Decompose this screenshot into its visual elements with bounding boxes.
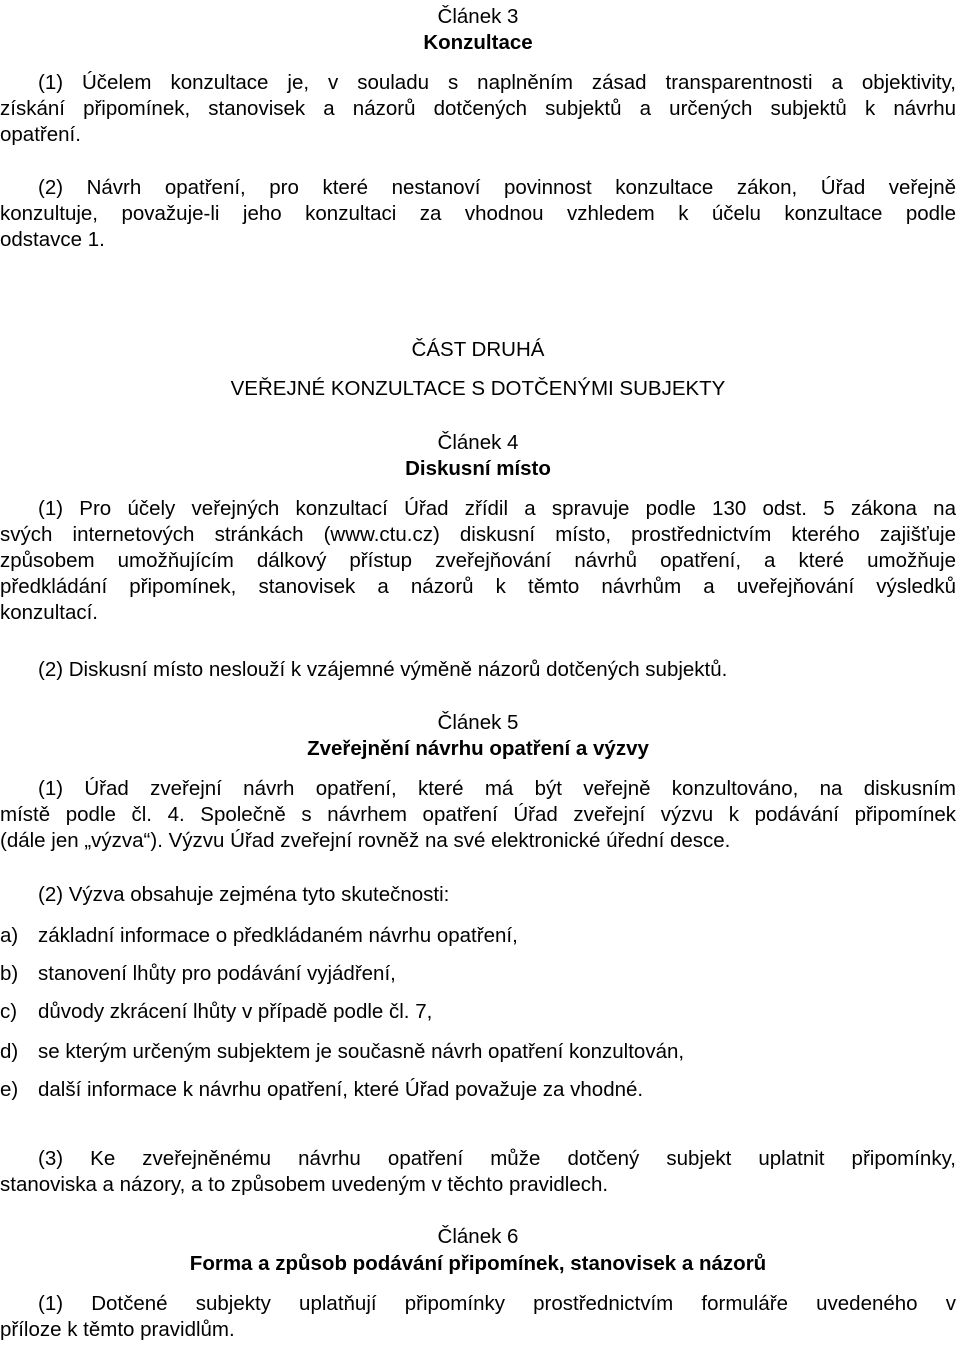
list-item — [0, 923, 518, 949]
list-marker: d) — [0, 1040, 19, 1063]
article-5-paragraph-3 — [0, 1146, 956, 1198]
list-marker: c) — [0, 1000, 18, 1023]
text-line: opatření. — [0, 123, 81, 146]
text-line: příloze k těmto pravidlům. — [0, 1318, 235, 1341]
list-marker: e) — [0, 1078, 19, 1101]
text-line: stanoviska a názory, a to způsobem uvedeným v těchto pravidlech. — [0, 1173, 609, 1196]
text-line: (1) Úřad zveřejní návrh opatření, které má být veřejně konzultováno, na diskusním — [38, 777, 956, 800]
text-line: konzultací. — [0, 601, 98, 624]
list-item-text: se kterým určeným subjektem je současně návrh opatření konzultován, — [38, 1040, 685, 1063]
article-3-paragraph-1 — [0, 70, 956, 148]
text-line: (1) Dotčené subjekty uplatňují připomínky prostřednictvím formuláře uvedeného v — [38, 1292, 956, 1315]
article-3-label: Článek 3 — [437, 5, 519, 28]
list-item — [0, 961, 396, 987]
article-4-label: Článek 4 — [437, 431, 519, 454]
article-4-paragraph-1 — [0, 496, 956, 626]
article-4-paragraph-2: (2) Diskusní místo neslouží k vzájemné výměně názorů dotčených subjektů. — [38, 658, 728, 681]
list-item-text: základní informace o předkládaném návrhu opatření, — [38, 924, 518, 947]
part-2-label: ČÁST DRUHÁ — [411, 338, 545, 361]
article-3-paragraph-2 — [0, 175, 956, 253]
text-line: (1) Pro účely veřejných konzultací Úřad zřídil a spravuje podle 130 odst. 5 zákona na — [38, 497, 956, 520]
list-item — [0, 1039, 684, 1065]
text-line: svých internetových stránkách (www.ctu.cz) diskusní místo, prostřednictvím kterého zajišťuje — [0, 523, 956, 546]
text-line: (1) Účelem konzultace je, v souladu s naplněním zásad transparentnosti a objektivity, — [38, 71, 956, 94]
list-marker: a) — [0, 924, 19, 947]
text-line: (3) Ke zveřejněnému návrhu opatření může dotčený subjekt uplatnit připomínky, — [38, 1147, 956, 1170]
article-5-title: Zveřejnění návrhu opatření a výzvy — [307, 737, 649, 760]
text-line: odstavce 1. — [0, 228, 105, 251]
article-3-title: Konzultace — [423, 31, 533, 54]
article-6-paragraph-1 — [0, 1291, 956, 1343]
article-5-label: Článek 5 — [437, 711, 519, 734]
list-item-text: důvody zkrácení lhůty v případě podle čl. 7, — [38, 1000, 433, 1023]
part-2-title: VEŘEJNÉ KONZULTACE S DOTČENÝMI SUBJEKTY — [230, 377, 726, 400]
article-5-paragraph-2: (2) Výzva obsahuje zejména tyto skutečnosti: — [38, 883, 450, 906]
text-line: předkládání připomínek, stanovisek a názorů k těmto návrhům a uveřejňování výsledků — [0, 575, 956, 598]
list-item — [0, 1077, 643, 1103]
list-marker: b) — [0, 962, 19, 985]
text-line: (2) Návrh opatření, pro které nestanoví povinnost konzultace zákon, Úřad veřejně — [38, 176, 956, 199]
article-5-paragraph-1 — [0, 776, 956, 854]
list-item — [0, 999, 432, 1025]
article-6-label: Článek 6 — [437, 1225, 519, 1248]
article-6-title: Forma a způsob podávání připomínek, stanovisek a názorů — [189, 1252, 767, 1275]
text-line: (dále jen „výzva“). Výzvu Úřad zveřejní rovněž na své elektronické úřední desce. — [0, 829, 731, 852]
text-line: způsobem umožňujícím dálkový přístup zveřejňování návrhů opatření, a které umožňuje — [0, 549, 956, 572]
article-4-title: Diskusní místo — [405, 457, 551, 480]
list-item-text: další informace k návrhu opatření, které Úřad považuje za vhodné. — [38, 1078, 644, 1101]
list-item-text: stanovení lhůty pro podávání vyjádření, — [38, 962, 396, 985]
text-line: získání připomínek, stanovisek a názorů dotčených subjektů a určených subjektů k návrhu — [0, 97, 956, 120]
text-line: místě podle čl. 4. Společně s návrhem opatření Úřad zveřejní výzvu k podávání připomínek — [0, 803, 956, 826]
text-line: konzultuje, považuje-li jeho konzultaci za vhodnou vzhledem k účelu konzultace podle — [0, 202, 956, 225]
